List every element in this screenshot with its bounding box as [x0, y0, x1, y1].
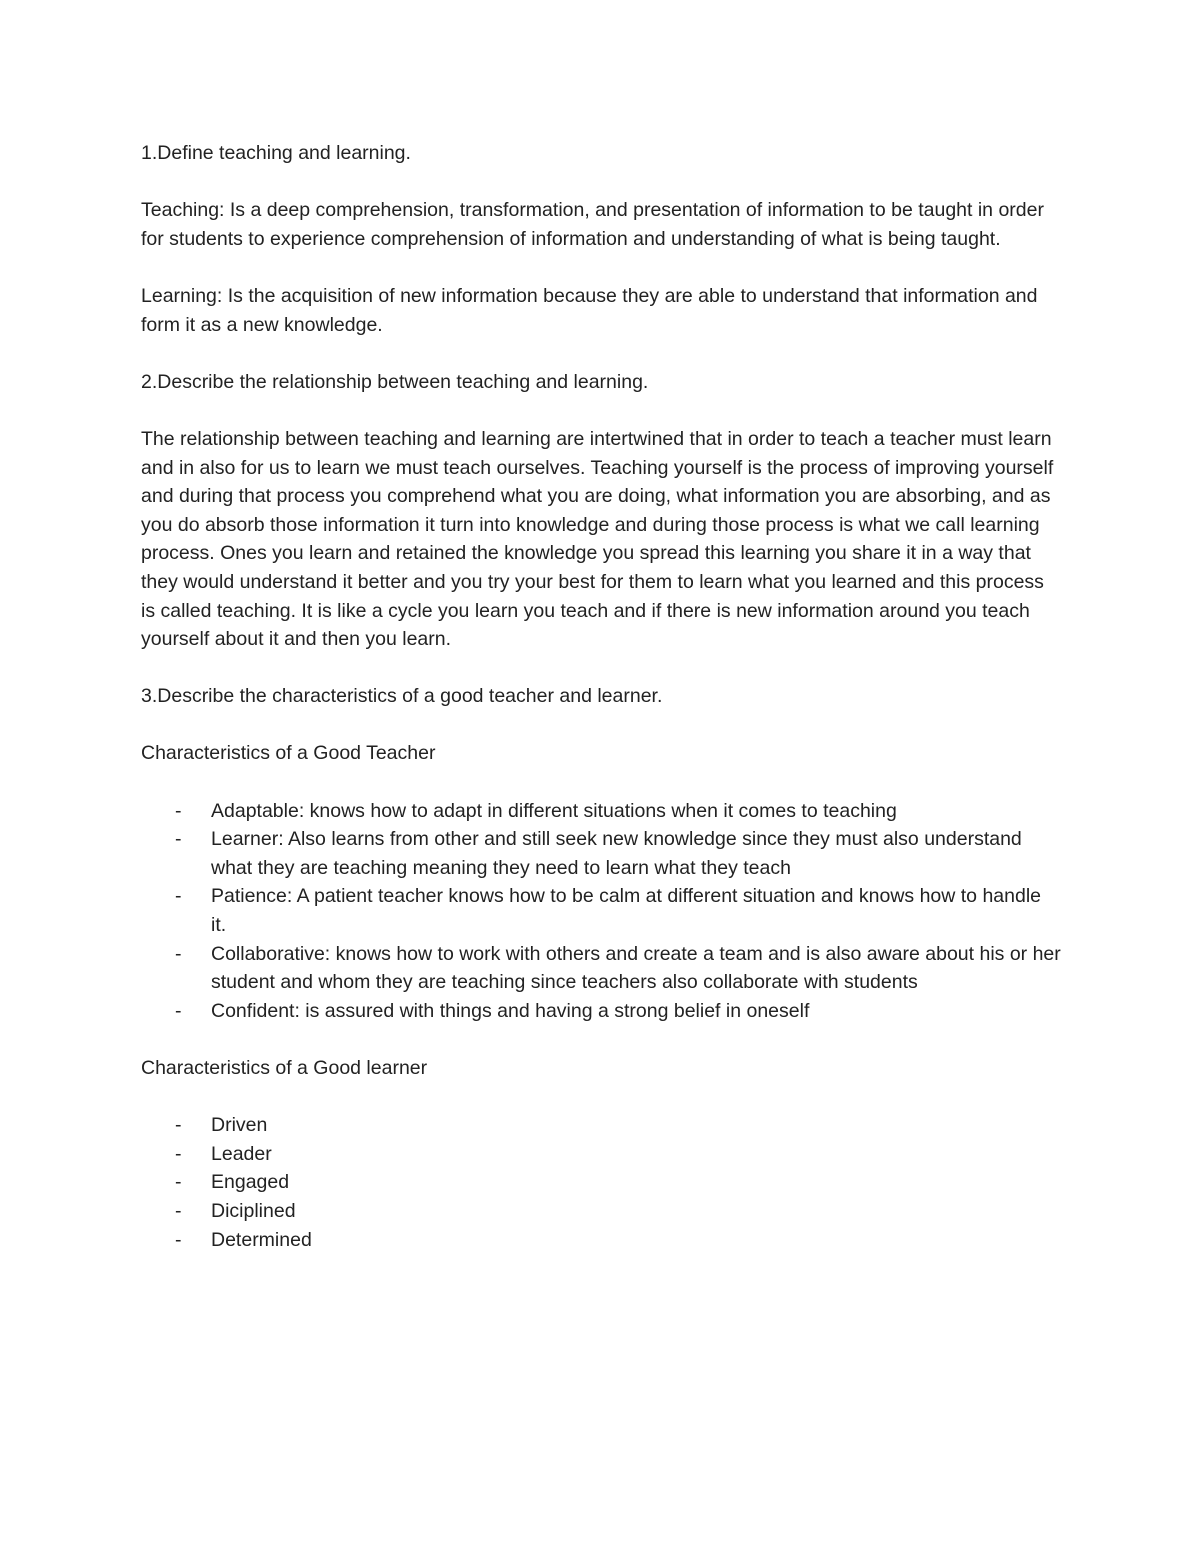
bullet-dash: - — [175, 799, 182, 822]
list-item — [141, 882, 1061, 939]
bullet-dash: - — [175, 999, 182, 1022]
bullet-dash: - — [175, 1228, 182, 1251]
list-item-text: Diciplined — [211, 1199, 296, 1222]
list-item-text: Determined — [211, 1228, 312, 1251]
teaching-definition: Teaching: Is a deep comprehension, transformation, and presentation of information to be taught in order for students to experience comprehension of information and understanding of what is being taught. — [141, 199, 1044, 250]
relationship-answer: The relationship between teaching and learning are intertwined that in order to teach a teacher must learn and in also for us to learn we must teach ourselves. Teaching yourself is the process of improving yourself and during that process you comprehend what you are doing, what information you are absorbing, and as you do absorb those information it turn into knowledge and during those process is what we call learning process. Ones you learn and retained the knowledge you spread this learning you share it in a way that they would understand it better and you try your best for them to learn what you learned and this process is called teaching. It is like a cycle you learn you teach and if there is new information around you teach yourself about it and then you learn. — [141, 427, 1054, 651]
question-3-heading: 3.Describe the characteristics of a good teacher and learner. — [141, 685, 663, 708]
bullet-dash: - — [175, 1171, 182, 1194]
list-item-text: Leader — [211, 1142, 272, 1165]
bullet-dash: - — [175, 942, 182, 965]
list-item — [141, 1226, 1061, 1255]
list-item — [141, 797, 1061, 826]
list-item — [141, 997, 1061, 1026]
list-item — [141, 1168, 1061, 1197]
bullet-dash: - — [175, 1142, 182, 1165]
list-item-text: Adaptable: knows how to adapt in different situations when it comes to teaching — [211, 799, 897, 822]
bullet-dash: - — [175, 828, 182, 851]
document-page — [141, 139, 1061, 1283]
list-item — [141, 825, 1061, 882]
learner-characteristics-title: Characteristics of a Good learner — [141, 1057, 428, 1079]
learning-definition: Learning: Is the acquisition of new information because they are able to understand that information and form it as a new knowledge. — [141, 284, 1038, 336]
bullet-dash: - — [175, 885, 182, 908]
list-item-text: Learner: Also learns from other and still seek new knowledge since they must also understand what they are teaching meaning they need to learn what they teach — [211, 828, 1022, 879]
learner-characteristics-list — [141, 1111, 1061, 1254]
teacher-characteristics-list — [141, 797, 1061, 1026]
bullet-dash: - — [175, 1114, 182, 1137]
list-item-text: Engaged — [211, 1171, 290, 1194]
bullet-dash: - — [175, 1199, 182, 1222]
list-item — [141, 1111, 1061, 1140]
list-item — [141, 940, 1061, 997]
list-item-text: Collaborative: knows how to work with others and create a team and is also aware about his or her student and whom they are teaching since teachers also collaborate with students — [211, 942, 1061, 994]
list-item — [141, 1140, 1061, 1169]
list-item-text: Patience: A patient teacher knows how to be calm at different situation and knows how to handle it. — [211, 885, 1041, 937]
list-item — [141, 1197, 1061, 1226]
question-2-heading: 2.Describe the relationship between teaching and learning. — [141, 370, 649, 393]
question-1-heading: 1.Define teaching and learning. — [141, 142, 411, 164]
list-item-text: Confident: is assured with things and having a strong belief in oneself — [211, 999, 810, 1022]
teacher-characteristics-title: Characteristics of a Good Teacher — [141, 742, 436, 765]
list-item-text: Driven — [211, 1114, 268, 1137]
